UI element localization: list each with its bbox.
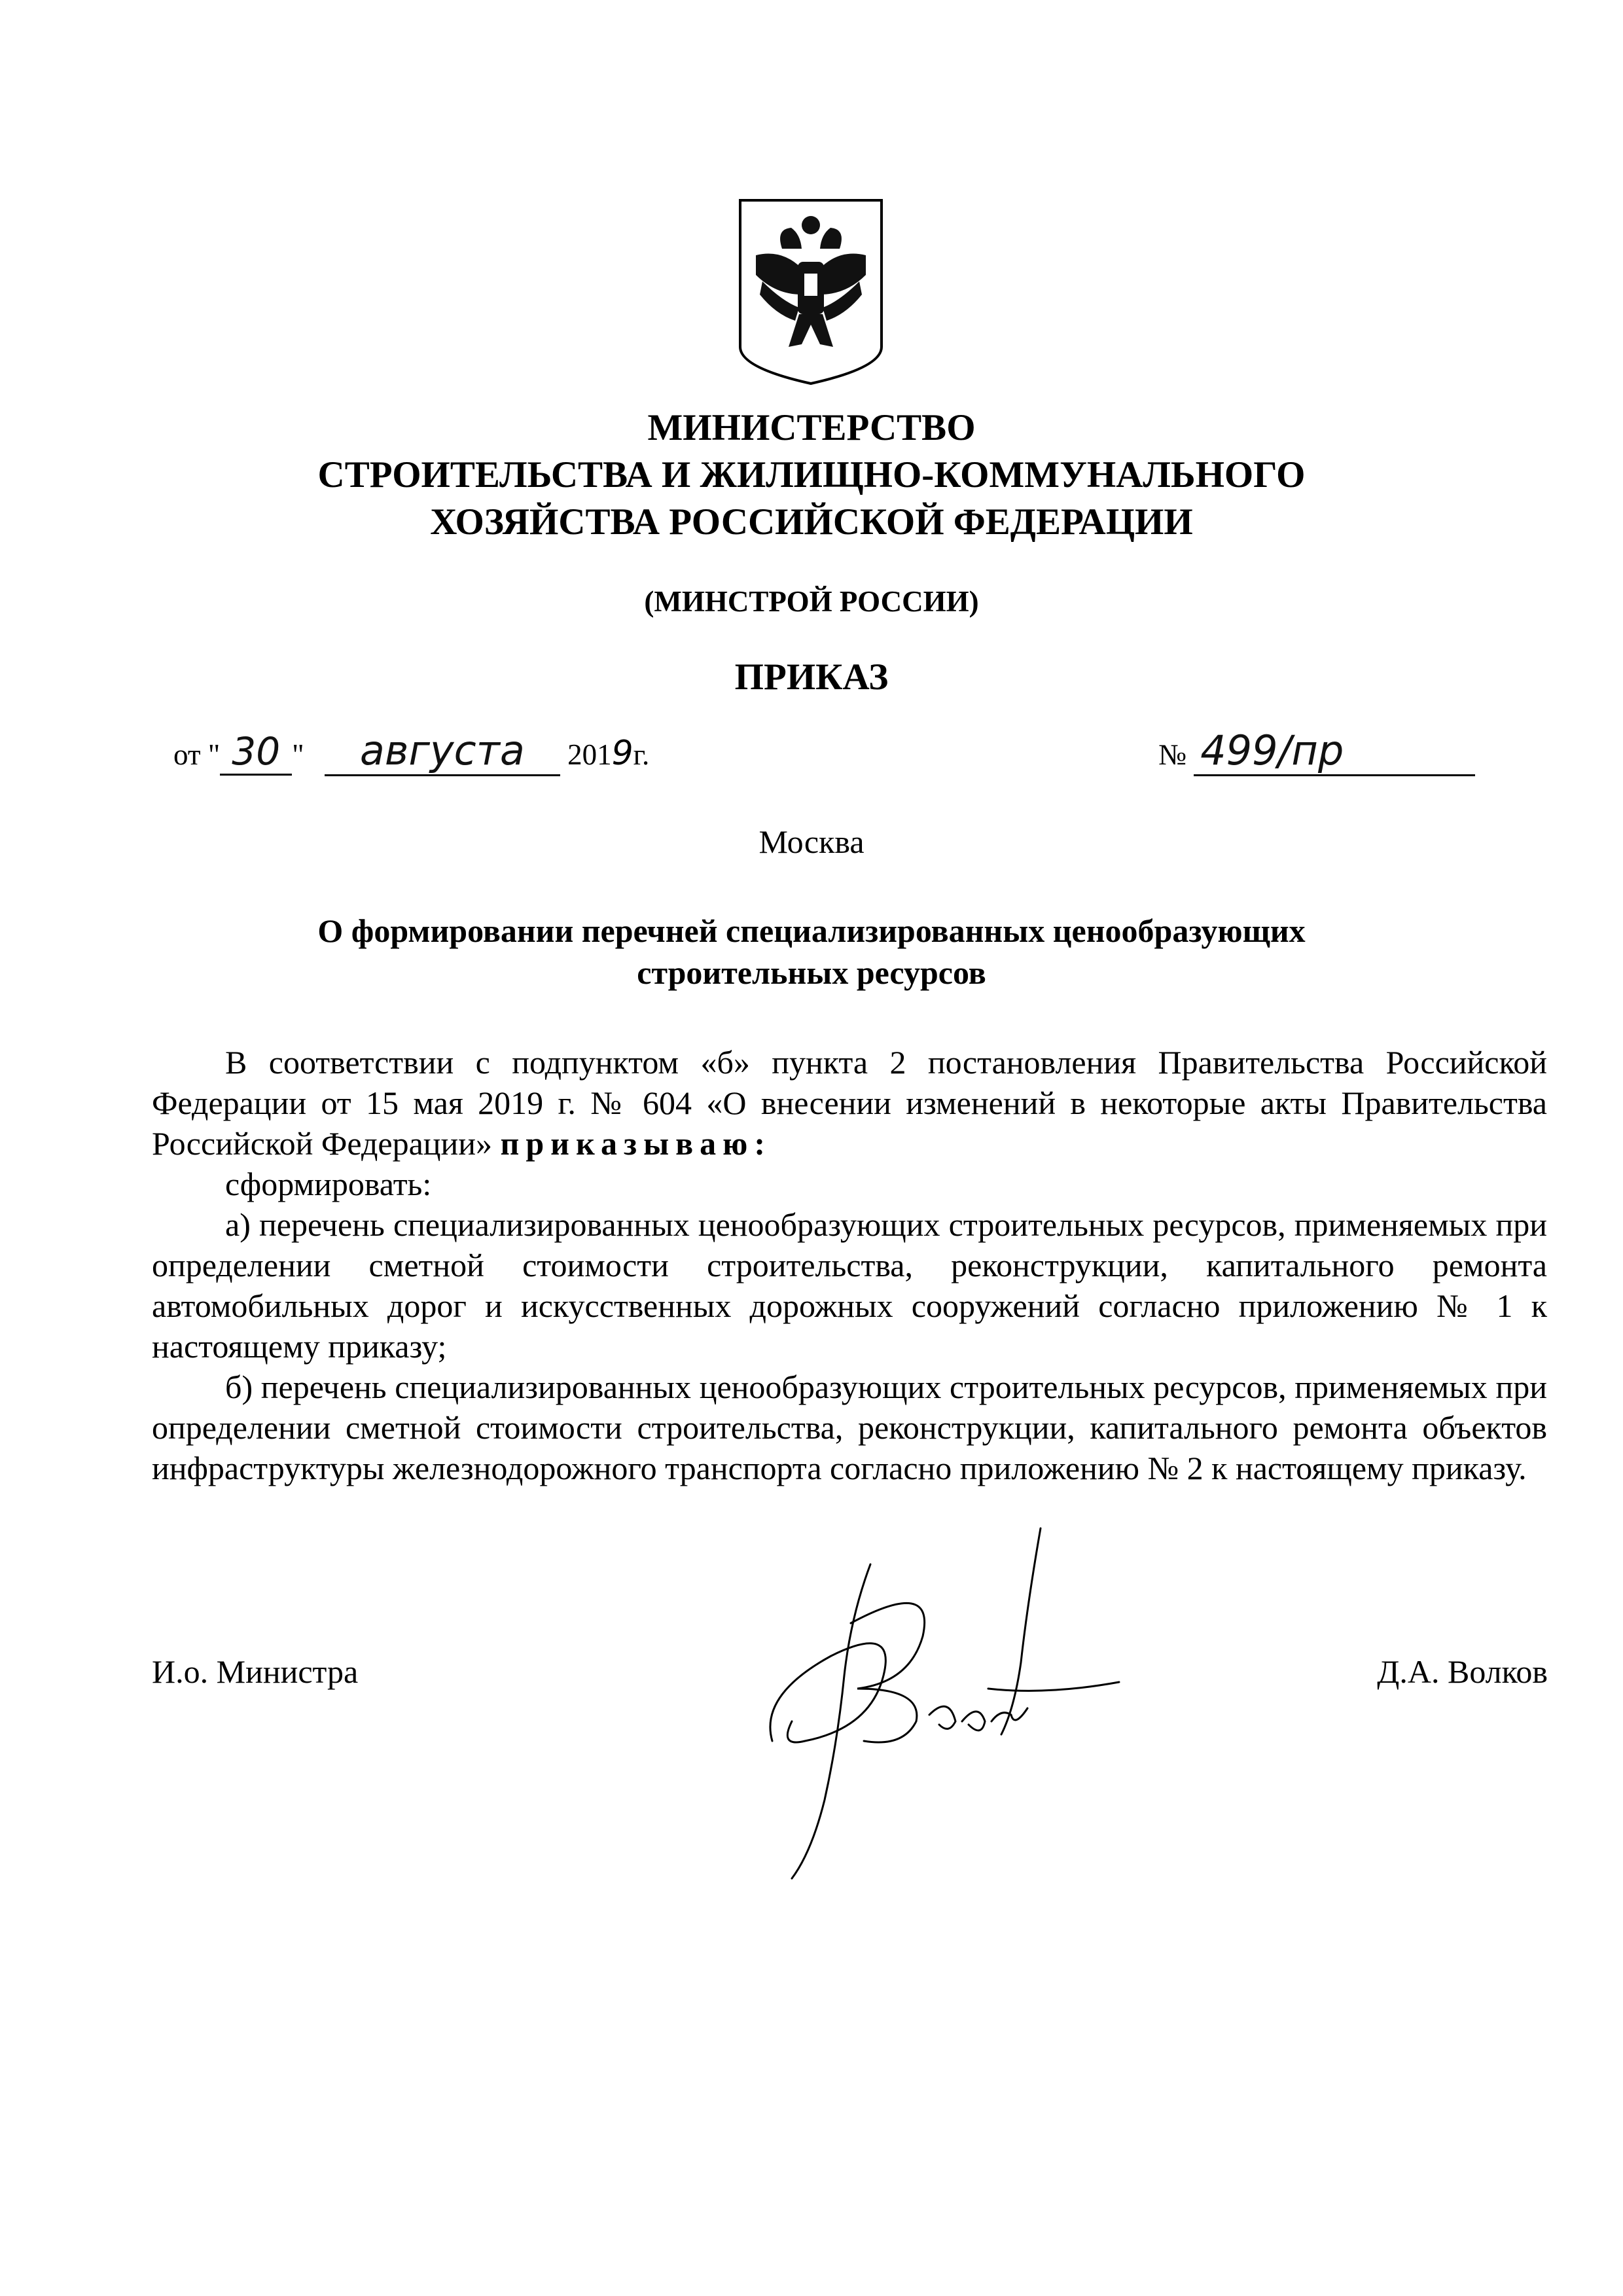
organization-short-name: (МИНСТРОЙ РОССИИ)	[644, 585, 979, 618]
document-type: ПРИКАЗ	[734, 656, 889, 698]
signer-name: Д.А. Волков	[1377, 1653, 1548, 1690]
date-year-handwritten: 9	[611, 734, 633, 773]
intro-text: В соответствии с подпунктом «б» пункта 2 постановления Правительства Российской Федерации от 15 мая 2019 г. № 604 «О внесении изменений в некоторые акты Правительства Российской Федерации»	[152, 1044, 1547, 1162]
title-line-1: О формировании перечней специализированных ценообразующих	[317, 912, 1306, 949]
title-line-2: строительных ресурсов	[637, 954, 986, 991]
city: Москва	[758, 823, 865, 860]
double-headed-eagle-emblem-icon	[736, 196, 885, 386]
date-year-printed: 201	[567, 738, 612, 771]
handwritten-signature	[753, 1525, 1145, 1892]
date-month: августа	[325, 726, 560, 776]
number-prefix: №	[1158, 738, 1186, 771]
date-suffix: г.	[633, 738, 650, 771]
organization-name	[0, 404, 1623, 546]
org-line-2: СТРОИТЕЛЬСТВА И ЖИЛИЩНО-КОММУНАЛЬНОГО	[317, 454, 1306, 495]
intro-paragraph	[152, 1042, 1547, 1164]
coat-of-arms-emblem	[736, 196, 885, 386]
item-b-paragraph: б) перечень специализированных ценообразующих строительных ресурсов, применяемых при определении сметной стоимости строительства, реконструкции, капитального ремонта объектов инфраструктуры железнодорожного транспорта согласно приложению № 2 к настоящему приказу.	[152, 1369, 1547, 1486]
date-day: 30	[220, 729, 292, 776]
action-paragraph: сформировать:	[225, 1166, 432, 1202]
order-number	[1158, 726, 1475, 776]
order-date: от " 30 " августа 2019г.	[173, 726, 649, 776]
org-line-1: МИНИСТЕРСТВО	[647, 407, 976, 448]
org-line-3: ХОЗЯЙСТВА РОССИЙСКОЙ ФЕДЕРАЦИИ	[430, 501, 1193, 543]
date-prefix: от	[173, 738, 201, 771]
document-body	[152, 1042, 1547, 1488]
order-colon: :	[754, 1125, 766, 1162]
document-title	[0, 910, 1623, 994]
order-word: приказываю	[500, 1125, 755, 1162]
signature-scribble-icon	[753, 1525, 1145, 1892]
item-a-paragraph: а) перечень специализированных ценообразующих строительных ресурсов, применяемых при определении сметной стоимости строительства, реконструкции, капитального ремонта автомобильных дорог и искусственных дорожных сооружений согласно приложению № 1 к настоящему приказу;	[152, 1206, 1547, 1365]
number-value: 499/пр	[1194, 726, 1475, 776]
signer-position: И.о. Министра	[152, 1653, 359, 1690]
